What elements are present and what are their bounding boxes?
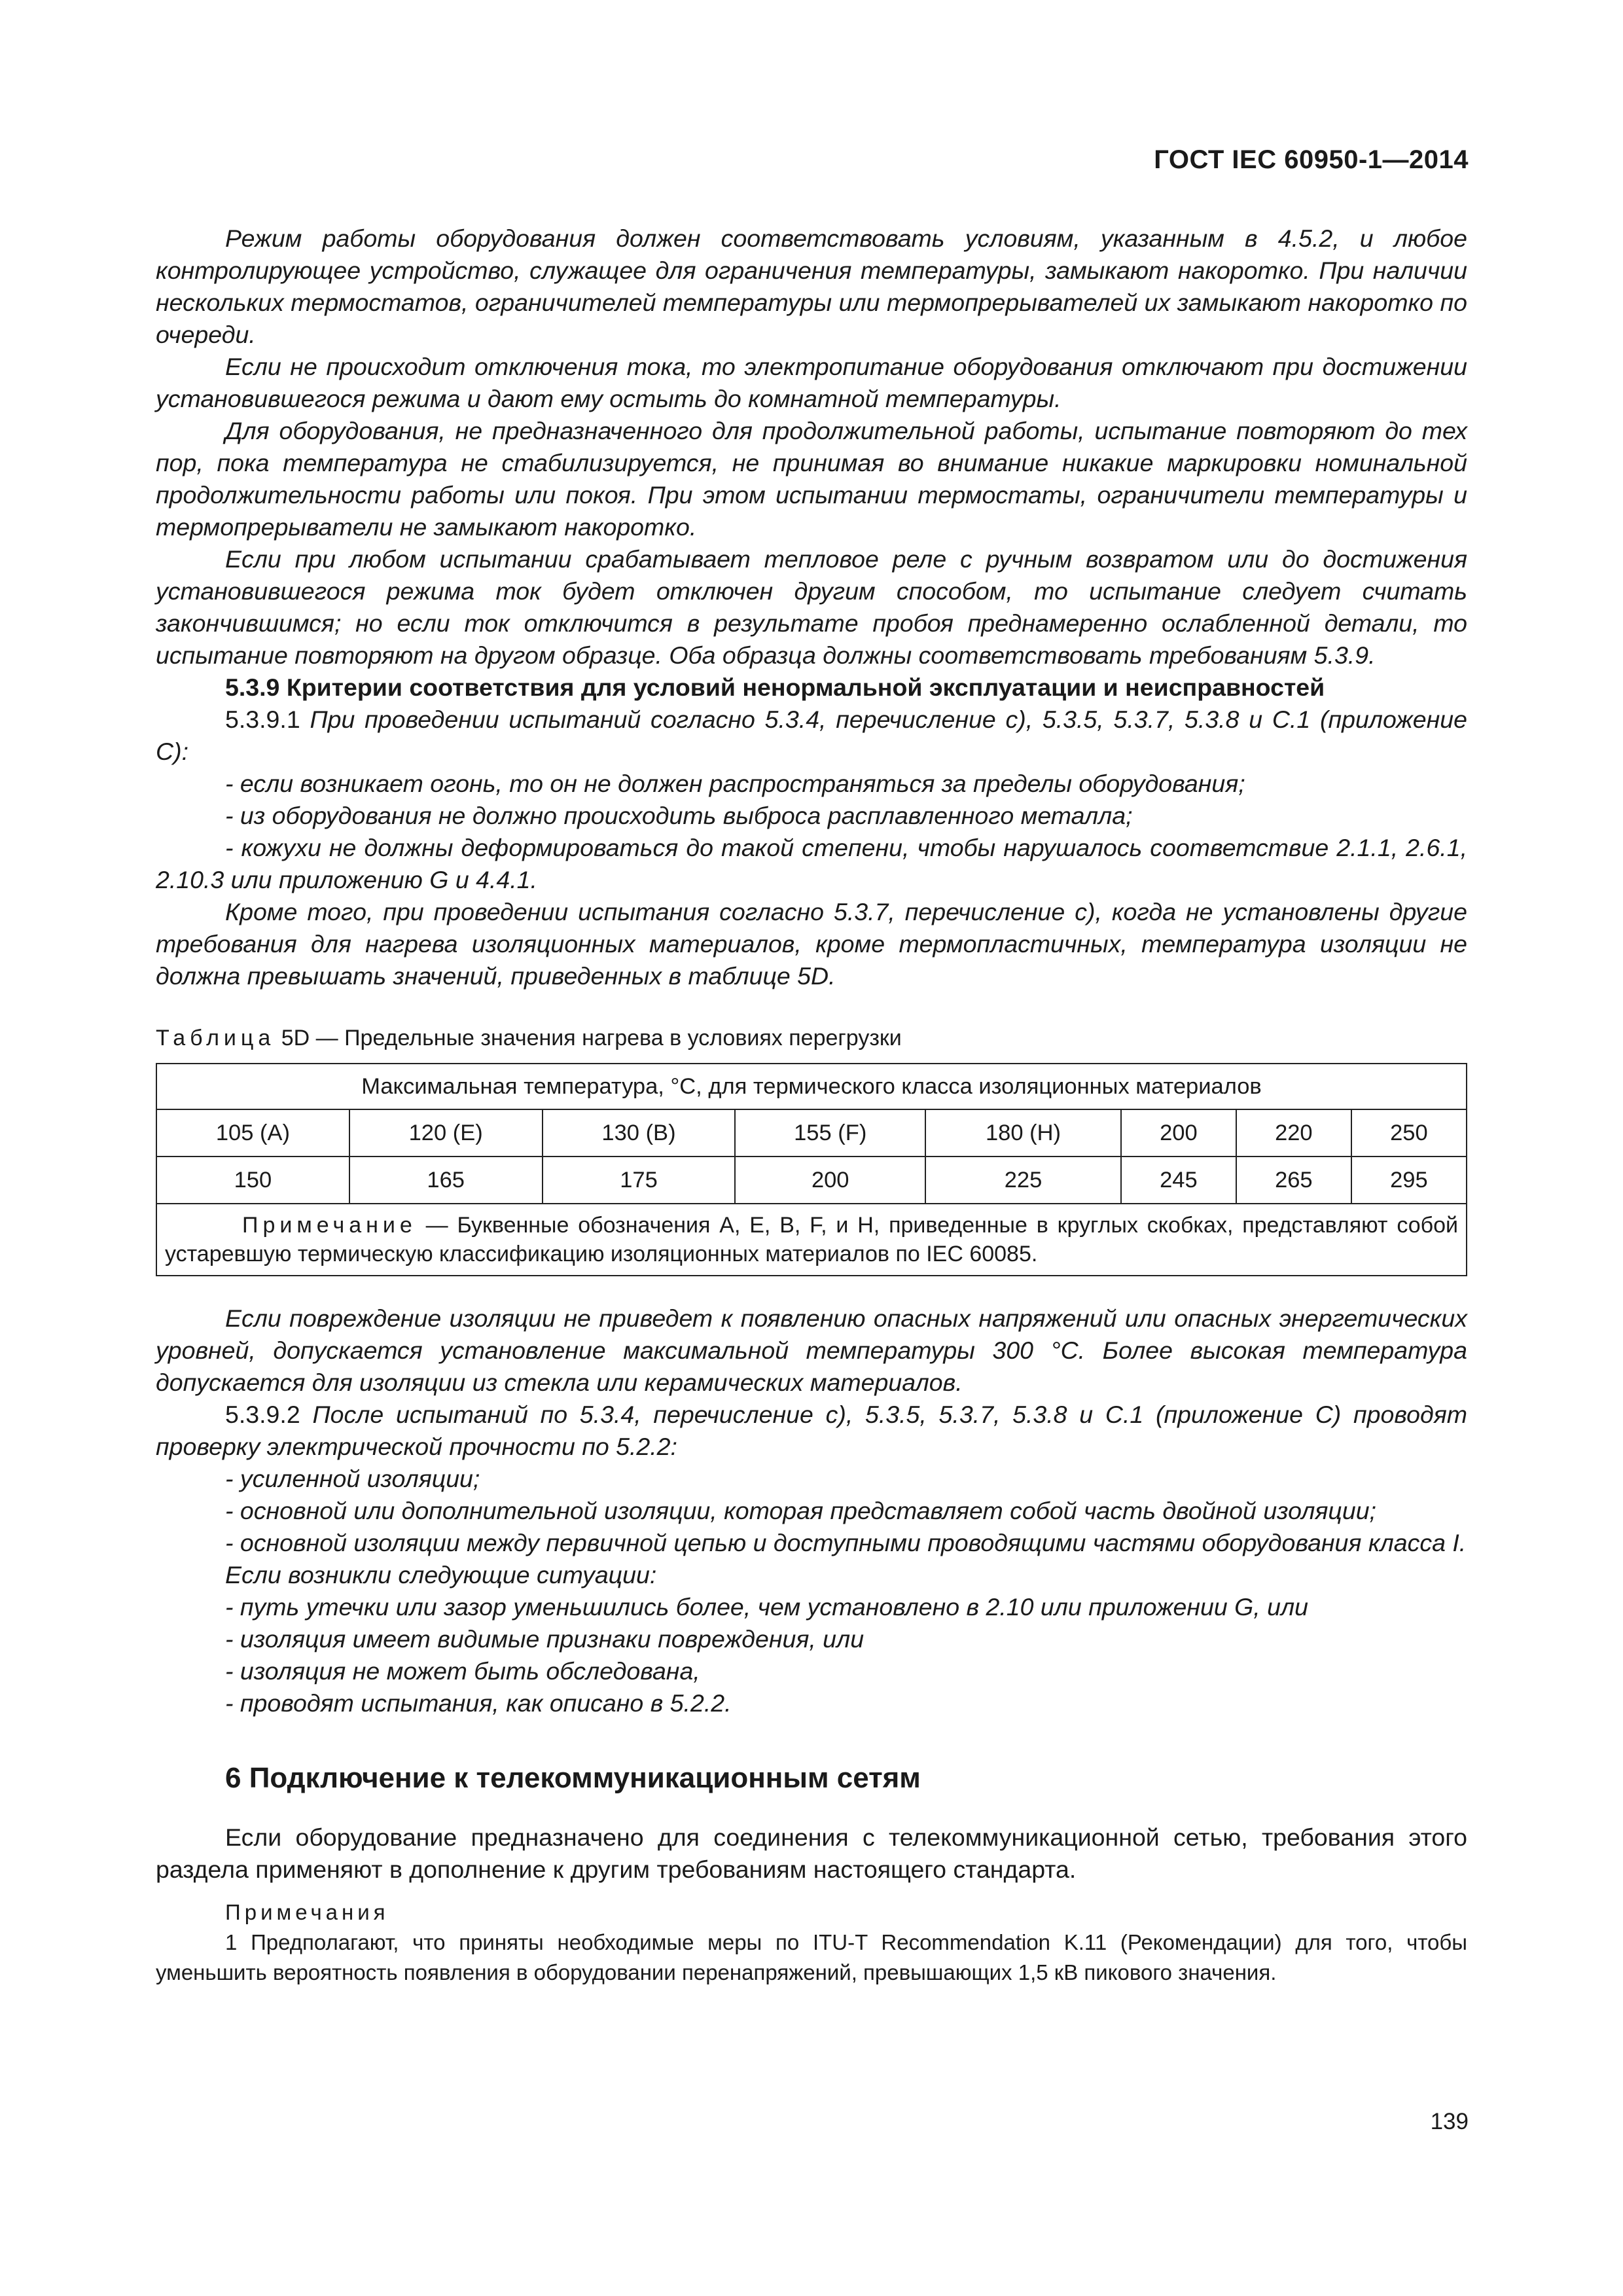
table-cell: 130 (В) xyxy=(543,1109,736,1157)
clause-number: 5.3.9.2 xyxy=(225,1401,300,1428)
table-cell: 120 (Е) xyxy=(349,1109,543,1157)
paragraph: Режим работы оборудования должен соответствовать условиям, указанным в 4.5.2, и любое контролирующее устройство, служащее для ограничения температуры, замыкают накоротко. При наличии нескольких термостатов, ограничителей температуры или термопрерывателей их замыкают накоротко по очереди. xyxy=(156,224,1467,348)
table-caption-text: 5D — Предельные значения нагрева в условиях перегрузки xyxy=(275,1026,902,1050)
list-item: - изоляция имеет видимые признаки повреждения, или xyxy=(225,1625,865,1653)
paragraph: Кроме того, при проведении испытания согласно 5.3.7, перечисление с), когда не установлены другие требования для нагрева изоляционных материалов, кроме термопластичных, температура изоляции не должна превышать значений, приведенных в таблице 5D. xyxy=(156,898,1467,990)
table-cell: 105 (А) xyxy=(156,1109,349,1157)
paragraph: Если повреждение изоляции не приведет к появлению опасных напряжений или опасных энергетических уровней, допускается установление максимальной температуры 300 °С. Более высокая температура допускается для изоляции из стекла или керамических материалов. xyxy=(156,1304,1467,1396)
table-cell: 245 xyxy=(1121,1157,1236,1204)
table-cell: 200 xyxy=(1121,1109,1236,1157)
table-cell: 220 xyxy=(1236,1109,1351,1157)
table-cell: 295 xyxy=(1351,1157,1467,1204)
paragraph: Для оборудования, не предназначенного для продолжительной работы, испытание повторяют до тех пор, пока температура не стабилизируется, не принимая во внимание никакие маркировки номинальной продолжительности работы или покоя. При этом испытании термостаты, ограничители температуры и термопрерыватели не замыкают накоротко. xyxy=(156,417,1467,541)
section-heading: 6 Подключение к телекоммуникационным сетям xyxy=(225,1762,921,1794)
paragraph: Если оборудование предназначено для соединения с телекоммуникационной сетью, требования этого раздела применяют в дополнение к другим требованиям настоящего стандарта. xyxy=(156,1823,1467,1883)
list-item: - из оборудования не должно происходить выброса расплавленного металла; xyxy=(225,802,1133,829)
table-header-cell: Максимальная температура, °С, для термического класса изоляционных материалов xyxy=(156,1064,1467,1109)
clause-text: При проведении испытаний согласно 5.3.4, перечисление с), 5.3.5, 5.3.7, 5.3.8 и С.1 (приложение С): xyxy=(156,706,1467,765)
table-5d xyxy=(156,1063,1467,1276)
paragraph: Если при любом испытании срабатывает тепловое реле с ручным возвратом или до достижения установившегося режима ток будет отключен другим способом, то испытание следует считать закончившимся; но если ток отключится в результате пробоя преднамеренно ослабленной детали, то испытание повторяют на другом образце. Оба образца должны соответствовать требованиям 5.3.9. xyxy=(156,545,1467,669)
page-content xyxy=(156,223,1467,1988)
table-cell: 200 xyxy=(735,1157,925,1204)
list-item: - путь утечки или зазор уменьшились более, чем установлено в 2.10 или приложении G, или xyxy=(225,1593,1308,1621)
table-cell: 175 xyxy=(543,1157,736,1204)
list-item: - изоляция не может быть обследована, xyxy=(225,1657,700,1685)
table-note xyxy=(156,1204,1467,1276)
table-cell: 155 (F) xyxy=(735,1109,925,1157)
list-item: - если возникает огонь, то он не должен распространяться за пределы оборудования; xyxy=(225,770,1245,797)
clause-number: 5.3.9.1 xyxy=(225,706,300,733)
note-text: 1 Предполагают, что приняты необходимые меры по ITU-T Recommendation K.11 (Рекомендации) для того, чтобы уменьшить вероятность появления в оборудовании перенапряжений, превышающих 1,5 кВ пикового значения. xyxy=(156,1930,1467,1984)
list-item: - основной изоляции между первичной цепью и доступными проводящими частями оборудования класса I. xyxy=(225,1529,1467,1556)
list-item: - усиленной изоляции; xyxy=(225,1465,480,1492)
table-cell: 225 xyxy=(925,1157,1121,1204)
table-row-classes xyxy=(156,1109,1467,1157)
list-item: - кожухи не должны деформироваться до такой степени, чтобы нарушалось соответствие 2.1.1, 2.6.1, 2.10.3 или приложению G и 4.4.1. xyxy=(156,834,1467,893)
notes-label: Примечания xyxy=(225,1900,389,1924)
clause-text: После испытаний по 5.3.4, перечисление с), 5.3.5, 5.3.7, 5.3.8 и С.1 (приложение С) проводят проверку электрической прочности по 5.2.2: xyxy=(156,1401,1467,1460)
paragraph: Если возникли следующие ситуации: xyxy=(225,1561,657,1588)
paragraph xyxy=(156,1399,1467,1463)
table-cell: 165 xyxy=(349,1157,543,1204)
table-note-word: Примечание xyxy=(242,1213,417,1238)
table-caption-word: Таблица xyxy=(156,1026,276,1050)
table-caption xyxy=(156,1024,1467,1052)
table-note-text: — Буквенные обозначения А, Е, В, F, и Н, приведенные в круглых скобках, представляют собой устаревшую термическую классификацию изоляционных материалов по IEC 60085. xyxy=(165,1213,1458,1266)
table-cell: 150 xyxy=(156,1157,349,1204)
list-item: - основной или дополнительной изоляции, которая представляет собой часть двойной изоляции; xyxy=(225,1497,1376,1524)
page-number: 139 xyxy=(1430,2109,1469,2134)
table-cell: 180 (Н) xyxy=(925,1109,1121,1157)
list-item: - проводят испытания, как описано в 5.2.2. xyxy=(225,1689,732,1717)
table-cell: 265 xyxy=(1236,1157,1351,1204)
clause-heading: 5.3.9 Критерии соответствия для условий ненормальной эксплуатации и неисправностей xyxy=(225,673,1325,701)
table-cell: 250 xyxy=(1351,1109,1467,1157)
document-header: ГОСТ IEC 60950-1—2014 xyxy=(1154,145,1469,174)
paragraph: Если не происходит отключения тока, то электропитание оборудования отключают при достижении установившегося режима и дают ему остыть до комнатной температуры. xyxy=(156,353,1467,412)
table-row-values xyxy=(156,1157,1467,1204)
paragraph xyxy=(156,704,1467,768)
